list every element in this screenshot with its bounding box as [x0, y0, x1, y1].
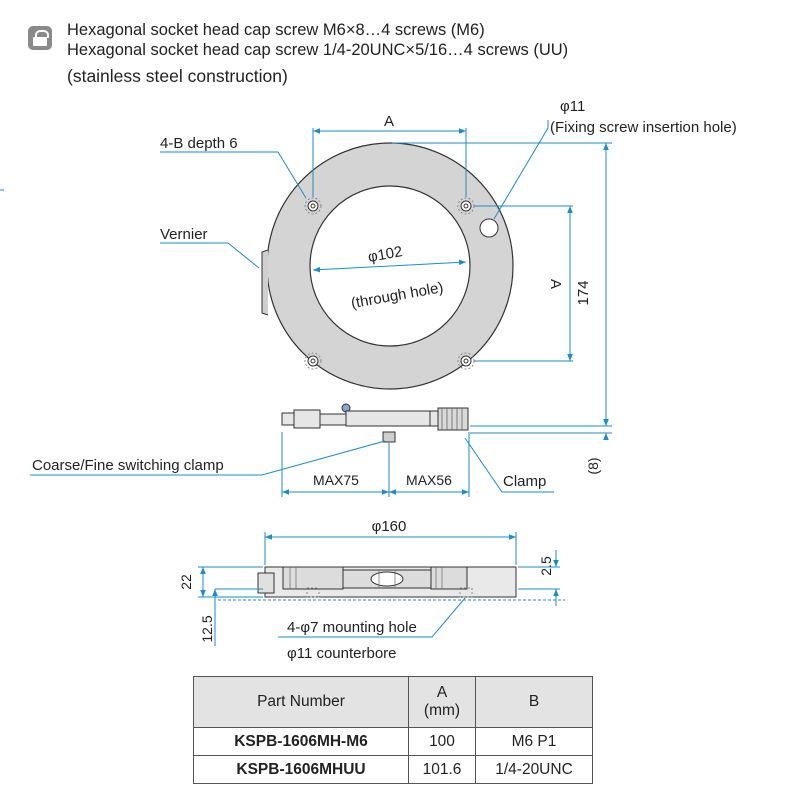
phi11-label: φ11	[560, 98, 586, 115]
coarse-fine-label: Coarse/Fine switching clamp	[32, 457, 224, 474]
dim-a-side: A	[547, 278, 564, 290]
table-row	[194, 728, 593, 756]
side-view	[258, 567, 516, 597]
dim-174: 174	[575, 280, 592, 306]
dim-a-top: A	[383, 113, 395, 130]
through-hole-label: (through hole)	[349, 279, 445, 313]
note-line-2: Hexagonal socket head cap screw 1/4-20UNC×5/16…4 screws (UU)	[67, 41, 569, 59]
table-header-row	[194, 677, 593, 728]
note-line-1: Hexagonal socket head cap screw M6×8…4 screws (M6)	[67, 21, 485, 39]
part-number-cell: KSPB-1606MH-M6	[194, 728, 409, 756]
part-number-cell: KSPB-1606MHUU	[194, 756, 409, 784]
table-row	[194, 756, 593, 784]
fixing-hole-label: (Fixing screw insertion hole)	[550, 119, 737, 136]
b-cell: 1/4-20UNC	[476, 756, 593, 784]
dim-2-5: 2.5	[538, 556, 554, 576]
spec-table	[193, 676, 593, 784]
phi160-label: φ160	[371, 518, 407, 535]
depth-label: 4-B depth 6	[160, 135, 238, 152]
max75-label: MAX75	[313, 472, 359, 488]
vernier-scale	[262, 250, 268, 315]
dim-22: 22	[178, 574, 194, 590]
header-b: B	[476, 677, 593, 728]
b-cell: M6 P1	[476, 728, 593, 756]
micrometer-assembly	[282, 408, 468, 442]
clamp-label: Clamp	[503, 473, 547, 490]
vernier-label: Vernier	[160, 226, 208, 243]
max56-label: MAX56	[406, 472, 452, 488]
dim-8: (8)	[585, 457, 601, 475]
dim-12-5: 12.5	[199, 615, 215, 643]
phi102-label: φ102	[366, 243, 404, 266]
counterbore-label: φ11 counterbore	[287, 645, 397, 662]
a-cell: 100	[409, 728, 476, 756]
header-part-number: Part Number	[194, 677, 409, 728]
header-a: A (mm)	[409, 677, 476, 728]
mounting-hole-label: 4-φ7 mounting hole	[287, 619, 417, 636]
a-cell: 101.6	[409, 756, 476, 784]
note-line-3: (stainless steel construction)	[67, 66, 288, 86]
